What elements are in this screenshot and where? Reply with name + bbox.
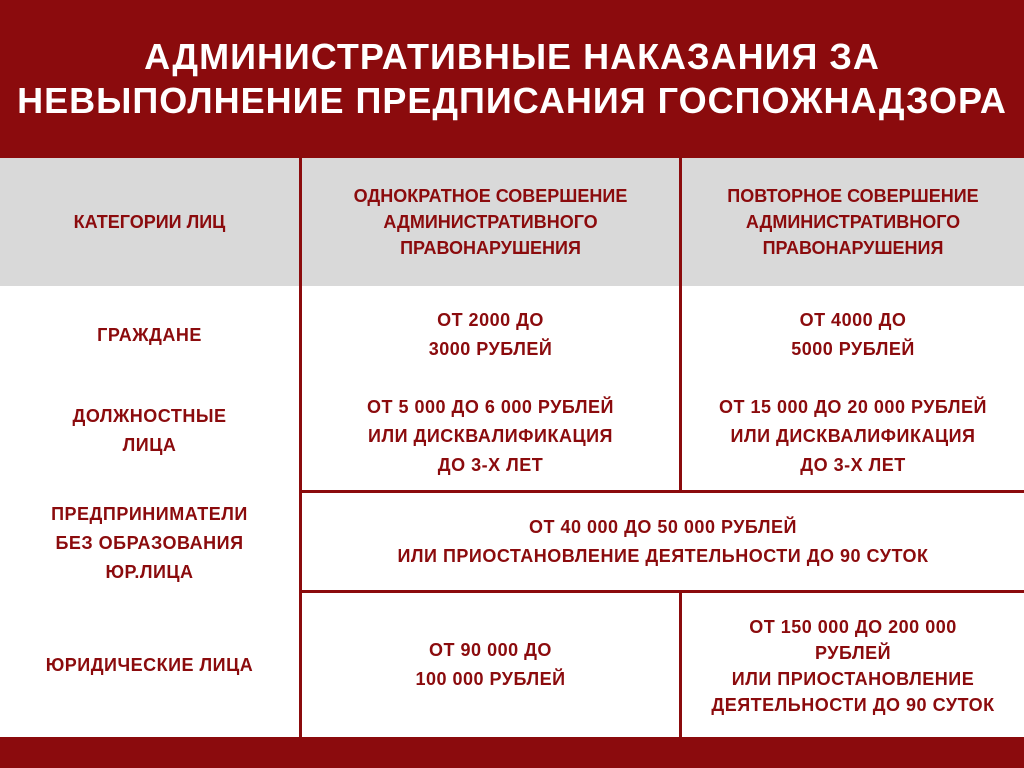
- penalty-line: 3000 РУБЛЕЙ: [428, 339, 553, 359]
- category-label: ЮР.ЛИЦА: [105, 561, 194, 582]
- row-divider-merged-bottom: [299, 590, 1024, 593]
- penalty-line: ОТ 15 000 ДО 20 000 РУБЛЕЙ: [719, 396, 987, 417]
- penalty-line: ИЛИ ДИСКВАЛИФИКАЦИЯ: [368, 425, 613, 446]
- category-label: ЮРИДИЧЕСКИЕ ЛИЦА: [45, 654, 254, 675]
- legal-repeat-penalty: [682, 612, 1024, 720]
- penalty-line: ИЛИ ДИСКВАЛИФИКАЦИЯ: [730, 425, 976, 446]
- header-repeat-line: ПРАВОНАРУШЕНИЯ: [762, 238, 944, 258]
- header-single-line: АДМИНИСТРАТИВНОГО: [383, 212, 598, 232]
- category-officials: [0, 398, 299, 464]
- category-label: ЛИЦА: [122, 435, 177, 455]
- category-label: БЕЗ ОБРАЗОВАНИЯ: [55, 532, 244, 553]
- citizens-repeat-penalty: [682, 302, 1024, 368]
- header-category: [0, 158, 299, 286]
- penalty-line: ДО 3-Х ЛЕТ: [437, 454, 544, 475]
- title-banner: [0, 0, 1024, 158]
- penalty-line: ОТ 90 000 ДО: [429, 640, 552, 660]
- penalty-line: ДЕЯТЕЛЬНОСТИ ДО 90 СУТОК: [711, 695, 995, 715]
- footer-band: [0, 737, 1024, 768]
- penalty-line: ИЛИ ПРИОСТАНОВЛЕНИЕ ДЕЯТЕЛЬНОСТИ ДО 90 СУТОК: [397, 545, 929, 566]
- officials-repeat-penalty: [682, 390, 1024, 482]
- penalty-line: ОТ 4000 ДО: [799, 310, 907, 330]
- header-single-line: ПРАВОНАРУШЕНИЯ: [400, 238, 581, 258]
- citizens-single-penalty: [302, 302, 679, 368]
- header-single-offense: [302, 158, 679, 286]
- category-label: ПРЕДПРИНИМАТЕЛИ: [51, 503, 248, 524]
- penalty-line: 5000 РУБЛЕЙ: [791, 339, 915, 359]
- penalty-line: 100 000 РУБЛЕЙ: [415, 669, 566, 689]
- header-category-label: КАТЕГОРИИ ЛИЦ: [73, 211, 226, 232]
- penalty-line: ОТ 150 000 ДО 200 000: [749, 617, 957, 637]
- page-title-line-2: НЕВЫПОЛНЕНИЕ ПРЕДПИСАНИЯ ГОСПОЖНАДЗОРА: [17, 80, 1007, 121]
- category-citizens: [0, 310, 299, 360]
- header-single-line: ОДНОКРАТНОЕ СОВЕРШЕНИЕ: [353, 186, 628, 206]
- penalty-line: ДО 3-Х ЛЕТ: [800, 454, 906, 475]
- penalty-line: ОТ 2000 ДО: [437, 310, 544, 330]
- officials-single-penalty: [302, 390, 679, 482]
- category-legal-entities: [0, 640, 299, 690]
- header-repeat-offense: [682, 158, 1024, 286]
- penalty-line: ОТ 5 000 ДО 6 000 РУБЛЕЙ: [367, 396, 614, 417]
- entrepreneurs-merged-penalty: [302, 493, 1024, 590]
- header-repeat-line: ПОВТОРНОЕ СОВЕРШЕНИЕ: [727, 186, 979, 206]
- penalty-line: РУБЛЕЙ: [814, 643, 892, 663]
- page-title-line-1: АДМИНИСТРАТИВНЫЕ НАКАЗАНИЯ ЗА: [144, 36, 880, 77]
- penalty-line: ОТ 40 000 ДО 50 000 РУБЛЕЙ: [529, 516, 797, 537]
- header-repeat-line: АДМИНИСТРАТИВНОГО: [745, 212, 961, 232]
- legal-single-penalty: [302, 630, 679, 700]
- category-entrepreneurs: [0, 497, 299, 589]
- penalty-line: ИЛИ ПРИОСТАНОВЛЕНИЕ: [731, 669, 975, 689]
- category-label: ГРАЖДАНЕ: [97, 324, 202, 345]
- category-label: ДОЛЖНОСТНЫЕ: [72, 406, 227, 426]
